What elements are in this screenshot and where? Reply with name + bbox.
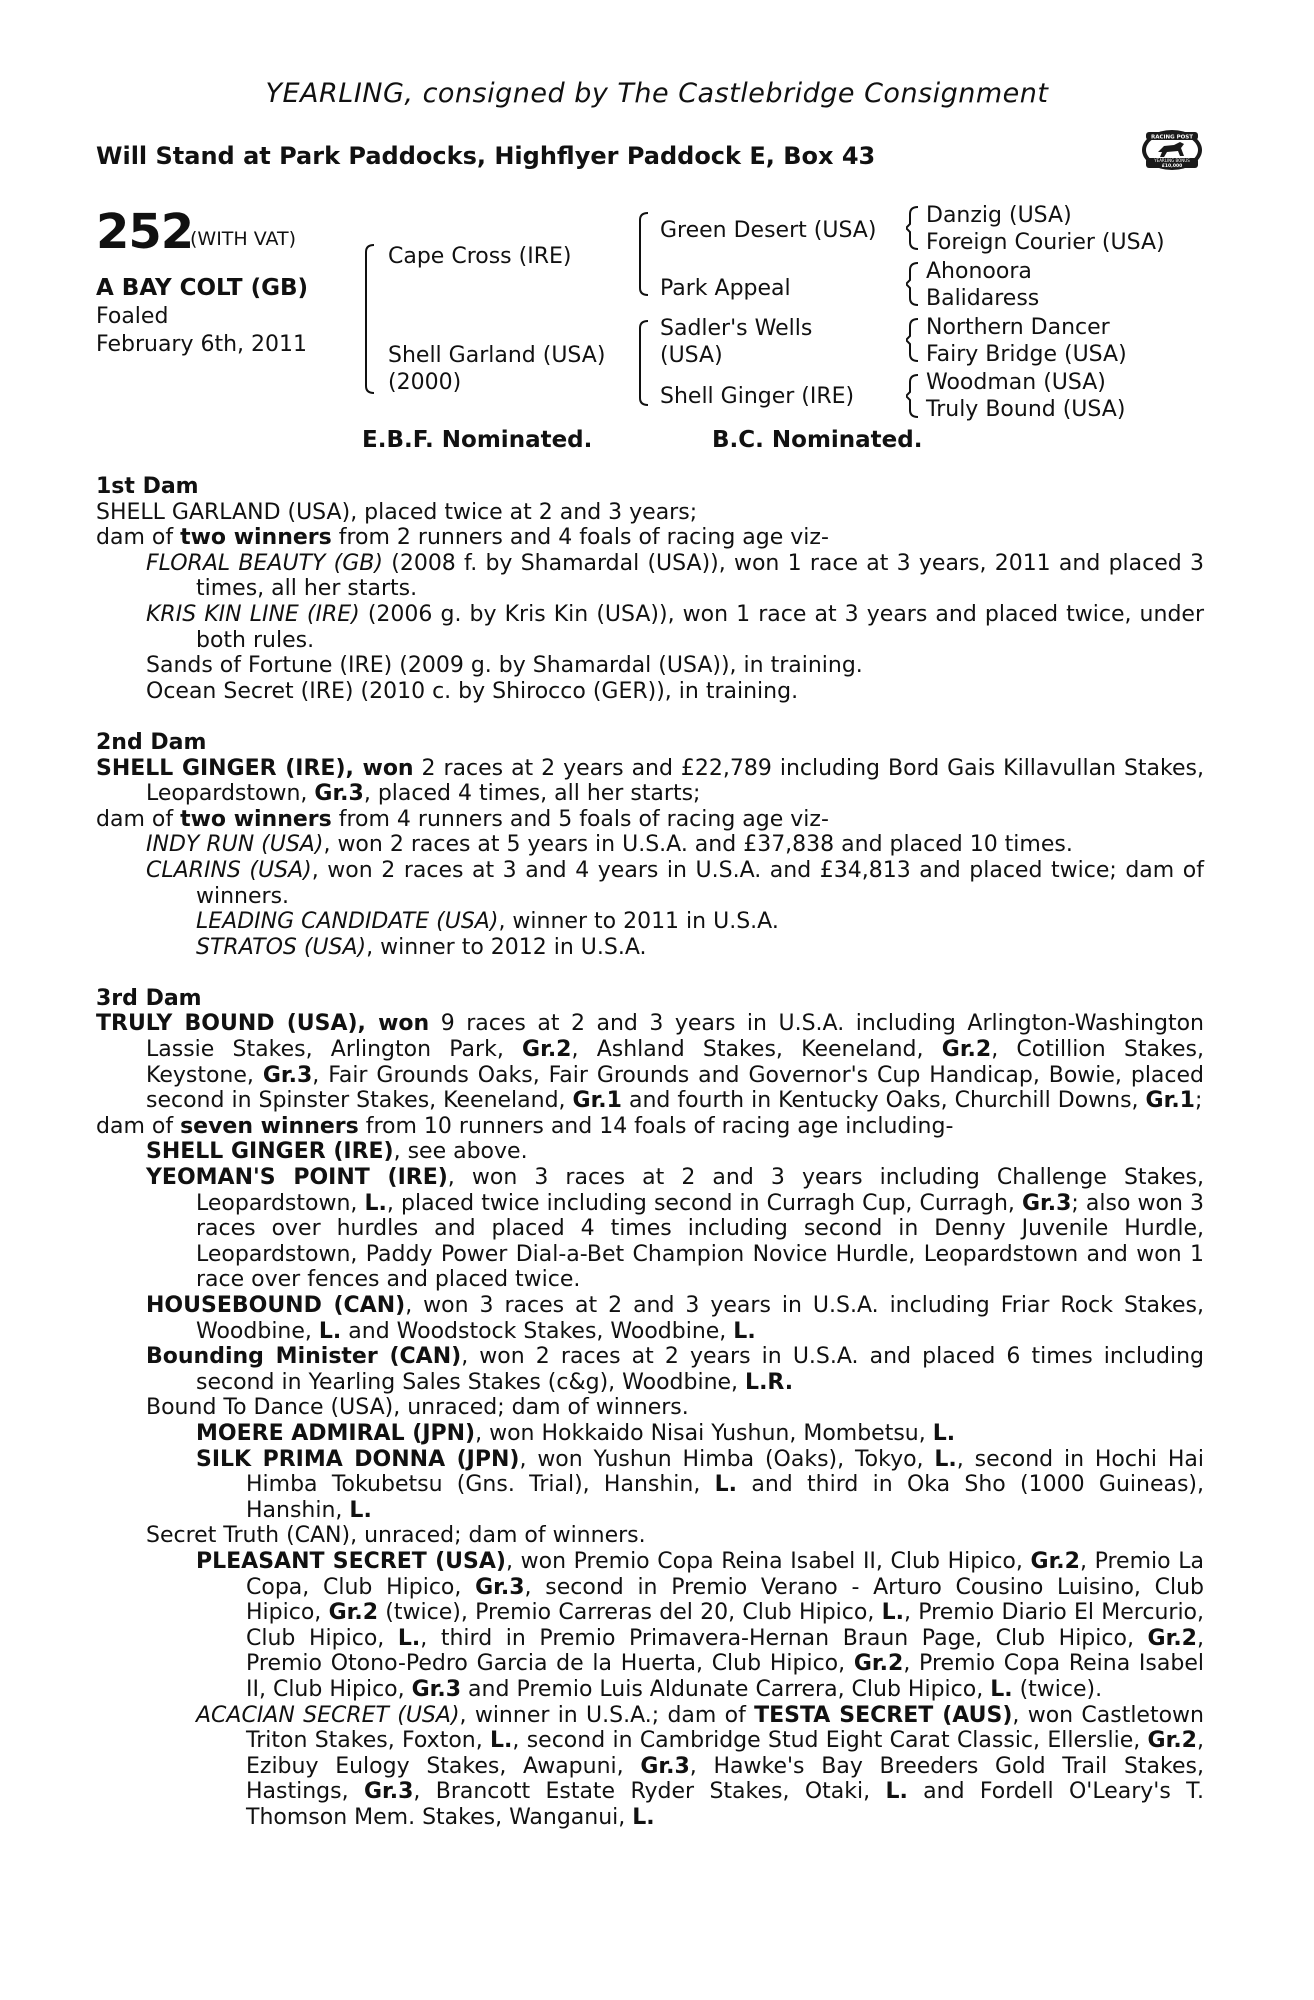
pedigree-dam-sire-line1: Sadler's Wells [660, 316, 813, 341]
produce-bounding-minister: Bounding Minister (CAN), won 2 races at 2 years in U.S.A. and placed 6 times including second in Yearling Sales Stakes (c&g), Woodbine, L.R. [146, 1344, 1205, 1395]
produce-sands-of-fortune: Sands of Fortune (IRE) (2009 g. by Shamardal (USA)), in training. [146, 653, 863, 679]
foaled-label: Foaled [96, 304, 169, 329]
produce-acacian-secret: ACACIAN SECRET (USA), winner in U.S.A.; dam of TESTA SECRET (AUS), won Castletown Triton Stakes, Foxton, L., second in Cambridge Stud Eight Carat Classic, Ellerslie, Gr.2, Ezibuy Eulogy Stakes, Awapuni, Gr.3, Hawke's Bay Breeders Gold Trail Stakes, Hastings, Gr.3, Brancott Estate Ryder Stakes, Otaki, L. and Fordell O'Leary's T. Thomson Mem. Stakes, Wanganui, L. [196, 1702, 1204, 1830]
pedigree-dam-dam: Shell Ginger (IRE) [660, 384, 855, 409]
produce-pleasant-secret: PLEASANT SECRET (USA), won Premio Copa Reina Isabel II, Club Hipico, Gr.2, Premio La Copa, Club Hipico, Gr.3, second in Premio Verano - Arturo Cousino Luisino, Club Hipico, Gr.2 (twice), Premio Carreras del 20, Club Hipico, L., Premio Diario El Mercurio, Club Hipico, L., third in Premio Primavera-Hernan Braun Page, Club Hipico, Gr.2, Premio Otono-Pedro Garcia de la Huerta, Club Hipico, Gr.2, Premio Copa Reina Isabel II, Club Hipico, Gr.3 and Premio Luis Aldunate Carrera, Club Hipico, L. (twice). [196, 1548, 1205, 1702]
produce-secret-truth: Secret Truth (CAN), unraced; dam of winners. [146, 1523, 646, 1549]
pedigree-sire-sire: Green Desert (USA) [660, 218, 877, 243]
first-dam-produce-line: dam of two winners from 2 runners and 4 foals of racing age viz- [96, 525, 829, 551]
pedigree-gen3-dsd: Fairy Bridge (USA) [926, 342, 1127, 367]
produce-floral-beauty: FLORAL BEAUTY (GB) (2008 f. by Shamardal (USA)), won 1 race at 3 years, 2011 and placed 3 times, all her starts. [146, 550, 1204, 602]
bracket-gen3-2 [906, 262, 920, 306]
pedigree-sire-dam: Park Appeal [660, 276, 791, 301]
bracket-gen1 [362, 244, 376, 394]
pedigree-gen3-dds: Woodman (USA) [926, 370, 1106, 395]
produce-moere-admiral: MOERE ADMIRAL (JPN), won Hokkaido Nisai Yushun, Mombetsu, L. [196, 1420, 956, 1446]
bc-nominated: B.C. Nominated. [712, 427, 923, 453]
pedigree-gen3-sds: Ahonoora [926, 259, 1032, 284]
produce-leading-candidate: LEADING CANDIDATE (USA), winner to 2011 in U.S.A. [196, 909, 779, 935]
produce-kris-kin-line: KRIS KIN LINE (IRE) (2006 g. by Kris Kin (USA)), won 1 race at 3 years and placed twice, under both rules. [146, 601, 1204, 653]
pedigree-gen3-ssd: Foreign Courier (USA) [926, 230, 1165, 255]
vat-note: (WITH VAT) [190, 228, 297, 250]
catalogue-body [96, 474, 1204, 1830]
foaled-info [96, 303, 307, 359]
pedigree-gen3-ddd: Truly Bound (USA) [926, 397, 1126, 422]
produce-indy-run: INDY RUN (USA), won 2 races at 5 years in U.S.A. and £37,838 and placed 10 times. [146, 832, 1073, 858]
badge-top-text: RACING POST [1150, 134, 1194, 141]
bracket-sire-gen2 [636, 212, 650, 296]
first-dam-summary: SHELL GARLAND (USA), placed twice at 2 and 3 years; [96, 499, 698, 525]
pedigree-sire: Cape Cross (IRE) [388, 244, 572, 269]
stand-location: Will Stand at Park Paddocks, Highflyer Paddock E, Box 43 [96, 142, 876, 170]
third-dam-produce-line: dam of seven winners from 10 runners and 14 foals of racing age including- [96, 1113, 954, 1139]
produce-clarins: CLARINS (USA), won 2 races at 3 and 4 years in U.S.A. and £34,813 and placed twice; dam of winners. [146, 857, 1204, 909]
bracket-gen3-4 [906, 374, 920, 418]
badge-amount-text: £10,000 [1161, 164, 1183, 169]
pedigree-gen3-sss: Danzig (USA) [926, 203, 1072, 228]
third-dam-summary: TRULY BOUND (USA), won 9 races at 2 and 3 years in U.S.A. including Arlington-Washington Lassie Stakes, Arlington Park, Gr.2, Ashland Stakes, Keeneland, Gr.2, Cotillion Stakes, Keystone, Gr.3, Fair Grounds Oaks, Fair Grounds and Governor's Cup Handicap, Bowie, placed second in Spinster Stakes, Keeneland, Gr.1 and fourth in Kentucky Oaks, Churchill Downs, Gr.1; [96, 1011, 1205, 1114]
pedigree-gen3-sdd: Balidaress [926, 286, 1040, 311]
produce-bound-to-dance: Bound To Dance (USA), unraced; dam of winners. [146, 1395, 689, 1421]
produce-silk-prima-donna: SILK PRIMA DONNA (JPN), won Yushun Himba (Oaks), Tokyo, L., second in Hochi Hai Himba Tokubetsu (Gns. Trial), Hanshin, L. and third in Oka Sho (1000 Guineas), Hanshin, L. [196, 1446, 1205, 1523]
first-dam-heading: 1st Dam [96, 474, 199, 499]
produce-yeomans-point: YEOMAN'S POINT (IRE), won 3 races at 2 and 3 years including Challenge Stakes, Leopardstown, L., placed twice including second in Curragh Cup, Curragh, Gr.3; also won 3 races over hurdles and placed 4 times including second in Denny Juvenile Hurdle, Leopardstown, Paddy Power Dial-a-Bet Champion Novice Hurdle, Leopardstown and won 1 race over fences and placed twice. [146, 1165, 1204, 1293]
ebf-nominated: E.B.F. Nominated. [362, 427, 593, 453]
bracket-gen3-1 [906, 206, 920, 250]
pedigree-dam-sire-line2: (USA) [660, 343, 723, 368]
third-dam-heading: 3rd Dam [96, 985, 202, 1011]
produce-ocean-secret: Ocean Secret (IRE) (2010 c. by Shirocco (GER)), in training. [146, 678, 799, 704]
produce-housebound: HOUSEBOUND (CAN), won 3 races at 2 and 3 years in U.S.A. including Friar Rock Stakes, Woodbine, L. and Woodstock Stakes, Woodbine, L. [146, 1293, 1204, 1344]
lot-description: A BAY COLT (GB) [96, 275, 309, 301]
second-dam-heading: 2nd Dam [96, 729, 207, 755]
bracket-dam-gen2 [636, 320, 650, 406]
produce-stratos: STRATOS (USA), winner to 2012 in U.S.A. [196, 934, 647, 960]
catalogue-title: YEARLING, consigned by The Castlebridge Consignment [265, 78, 1049, 109]
badge-mid-text: YEARLING BONUS [1154, 158, 1190, 163]
pedigree-dam-line1: Shell Garland (USA) [388, 343, 606, 368]
bracket-gen3-3 [906, 318, 920, 362]
produce-shell-ginger: SHELL GINGER (IRE), see above. [146, 1139, 528, 1165]
pedigree-dam-line2: (2000) [388, 370, 462, 395]
pedigree-gen3-dss: Northern Dancer [926, 315, 1110, 340]
second-dam-summary: SHELL GINGER (IRE), won 2 races at 2 years and £22,789 including Bord Gais Killavullan Stakes, Leopardstown, Gr.3, placed 4 times, all her starts; [96, 755, 1204, 807]
second-dam-produce-line: dam of two winners from 4 runners and 5 foals of racing age viz- [96, 806, 829, 832]
lot-number: 252 [96, 204, 194, 260]
foaled-date: February 6th, 2011 [96, 332, 308, 357]
yearling-bonus-badge [1140, 128, 1204, 172]
